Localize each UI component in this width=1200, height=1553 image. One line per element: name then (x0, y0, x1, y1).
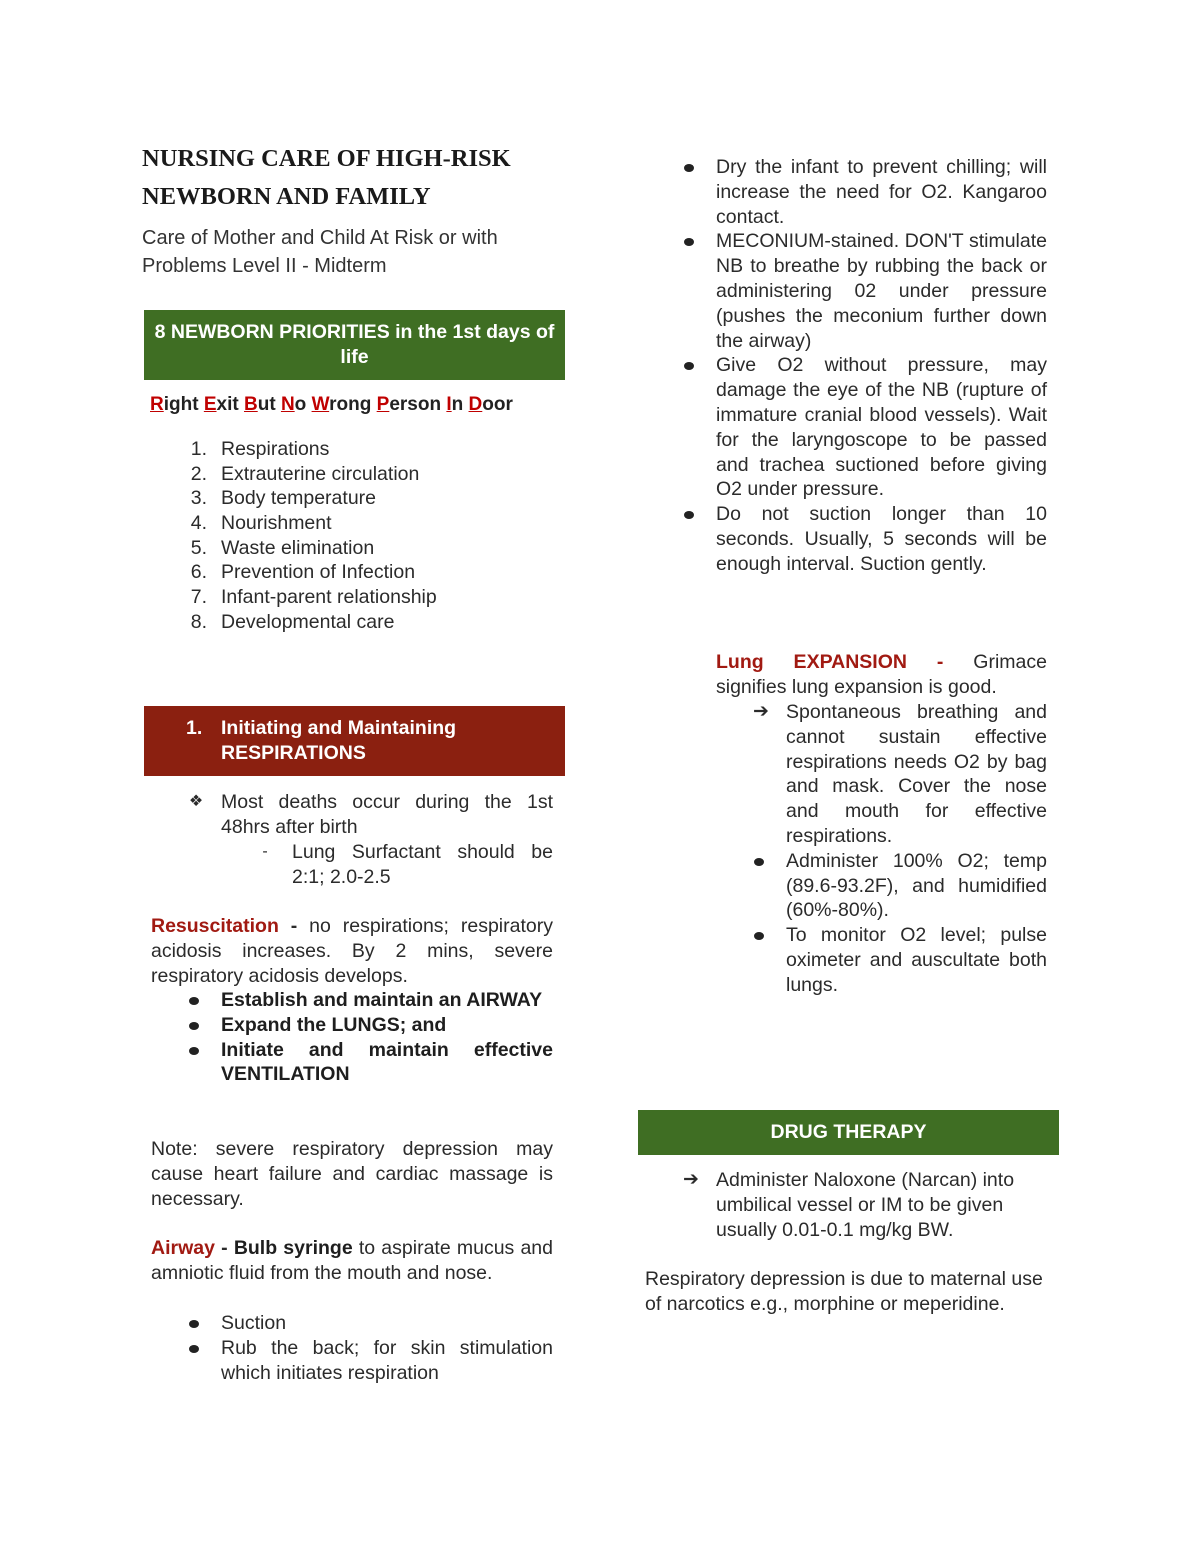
resuscitation-label: Resuscitation (151, 915, 279, 937)
list-item-number: 7. (190, 586, 207, 609)
bullet-dot-icon (189, 1345, 199, 1353)
list-item-text: Expand the LUNGS; and (221, 1013, 447, 1036)
mnemonic-cap-d: D (468, 394, 483, 415)
list-item (185, 486, 565, 511)
list-item (185, 536, 565, 561)
list-item (716, 155, 1047, 229)
arrow-right-icon: ➔ (683, 1169, 699, 1190)
list-item (786, 923, 1047, 997)
lung-expansion-label: Lung EXPANSION (716, 651, 907, 673)
resuscitation-paragraph (151, 914, 553, 988)
drug-note-paragraph: Respiratory depression is due to maternal use of narcotics e.g., morphine or meperidine. (645, 1268, 1043, 1315)
document-title (142, 140, 572, 216)
list-item (221, 1311, 553, 1336)
mnemonic-cap-e: E (203, 394, 217, 415)
mnemonic-rest-e: xit (216, 394, 244, 415)
list-item (221, 1038, 553, 1088)
mnemonic-rest-d: oor (482, 394, 513, 415)
mnemonic-rest-w: rong (329, 394, 377, 415)
note-paragraph: Note: severe respiratory depression may cause heart failure and cardiac massage is necessary. (151, 1138, 553, 1210)
list-item (185, 437, 565, 462)
list-item-text: Initiate and maintain effective VENTILATION (221, 1038, 553, 1086)
resuscitation-bullets (221, 988, 553, 1087)
list-item-text: Do not suction longer than 10 seconds. Usually, 5 seconds will be enough interval. Suction gently. (716, 503, 1047, 575)
list-item-text: Establish and maintain an AIRWAY (221, 989, 543, 1011)
bullet-dot-icon (684, 362, 694, 370)
mnemonic-rest-i: n (451, 394, 469, 415)
mnemonic-rest-b: ut (257, 394, 281, 415)
list-item (185, 560, 565, 585)
bullet-dot-icon (754, 932, 764, 940)
lung-expansion-separator: - (906, 651, 974, 673)
list-item (185, 511, 565, 536)
list-item-text: Infant-parent relationship (221, 586, 437, 609)
bullet-dot-icon (754, 858, 764, 866)
list-item (753, 700, 1047, 849)
list-item-text: Rub the back; for skin stimulation which initiates respiration (221, 1336, 553, 1384)
airway-separator: - (214, 1237, 234, 1259)
bullet-dot-icon (189, 1022, 199, 1030)
bullet-dot-icon (684, 511, 694, 519)
list-item-text: To monitor O2 level; pulse oximeter and auscultate both lungs. (786, 924, 1047, 996)
bullet-dot-icon (684, 164, 694, 172)
list-item-text: MECONIUM-stained. DON'T stimulate NB to breathe by rubbing the back or administering 02 under pressure (pushes the meconium further down the airway) (716, 230, 1047, 352)
bullet-dot-icon (189, 1047, 199, 1055)
list-item-number: 4. (190, 512, 207, 535)
list-item (716, 502, 1047, 576)
right-bullets (716, 155, 1047, 577)
list-item (786, 849, 1047, 923)
list-item-number: 1. (190, 438, 207, 460)
deaths-bullet (188, 790, 553, 840)
airway-bullets (221, 1311, 553, 1385)
deaths-bullet-text: Most deaths occur during the 1st 48hrs after birth (221, 791, 553, 838)
list-item-text: Waste elimination (221, 536, 375, 559)
surfactant-item (262, 840, 553, 890)
list-item-text: Give O2 without pressure, may damage the eye of the NB (rupture of immature cranial blood vessels). Wait for the laryngoscope to be passed and trachea suctioned before giving O2 under pressure. (716, 354, 1047, 501)
list-item-text: Respirations (221, 438, 330, 460)
arrow-right-icon: ➔ (753, 701, 769, 722)
mnemonic-rest-n: o (294, 394, 312, 415)
list-item-number: 8. (190, 610, 207, 633)
list-item-text: Dry the infant to prevent chilling; will increase the need for O2. Kangaroo contact. (716, 156, 1047, 228)
bullet-dot-icon (684, 238, 694, 246)
list-item-number: 2. (190, 462, 207, 485)
priorities-header-box: 8 NEWBORN PRIORITIES in the 1st days of life (144, 310, 565, 380)
list-item (185, 610, 565, 635)
list-item-text: Nourishment (221, 512, 332, 535)
list-item-text: Spontaneous breathing and cannot sustain effective respirations needs O2 by bag and mask. Cover the nose and mouth for effective respirations. (786, 701, 1047, 847)
document-subtitle: Care of Mother and Child At Risk or with Problems Level II - Midterm (142, 227, 498, 277)
mnemonic-cap-r: R (150, 394, 164, 415)
lung-sub-items (753, 700, 1047, 998)
list-item-text: Prevention of Infection (221, 561, 416, 584)
list-item-number: 6. (190, 561, 207, 584)
lung-expansion-paragraph (716, 650, 1047, 700)
list-item (221, 988, 553, 1013)
diamond-bullet-icon: ❖ (188, 793, 204, 810)
list-item-text: Suction (221, 1312, 287, 1334)
mnemonic-cap-w: W (311, 394, 330, 415)
list-item (716, 353, 1047, 502)
mnemonic-line (150, 392, 513, 417)
resuscitation-separator: - (278, 915, 310, 937)
list-item-text: Developmental care (221, 610, 395, 633)
bullet-dot-icon (189, 997, 199, 1005)
drug-therapy-header-box: DRUG THERAPY (638, 1110, 1059, 1155)
respirations-box-number: 1. (186, 717, 203, 739)
drug-arrow-text: Administer Naloxone (Narcan) into umbilical vessel or IM to be given usually 0.01-0.1 mg/kg BW. (716, 1169, 1015, 1241)
mnemonic-rest-r: ight (163, 394, 204, 415)
list-item (185, 462, 565, 487)
respirations-box-text: Initiating and Maintaining RESPIRATIONS (221, 717, 457, 764)
airway-label: Airway (151, 1237, 215, 1259)
mnemonic-cap-i: I (446, 394, 452, 415)
title-line-2: NEWBORN AND FAMILY (142, 183, 431, 210)
title-line-1: NURSING CARE OF HIGH-RISK (142, 145, 511, 172)
list-item (185, 585, 565, 610)
list-item-text: Administer 100% O2; temp (89.6-93.2F), and humidified (60%-80%). (786, 849, 1047, 922)
surfactant-text: Lung Surfactant should be 2:1; 2.0-2.5 (292, 841, 553, 888)
priorities-list (185, 437, 565, 635)
mnemonic-cap-p: P (376, 394, 390, 415)
list-item-text: Body temperature (221, 487, 377, 510)
mnemonic-rest-p: erson (389, 394, 447, 415)
mnemonic-cap-b: B (243, 394, 258, 415)
list-item-number: 3. (190, 487, 207, 510)
mnemonic-cap-n: N (280, 394, 295, 415)
list-item (221, 1336, 553, 1386)
list-item (716, 229, 1047, 353)
airway-paragraph (151, 1236, 553, 1286)
list-item (221, 1013, 553, 1038)
resuscitation-text: no respirations; respiratory acidosis increases. By 2 mins, severe respiratory acidosis develops. (151, 915, 553, 987)
dash-bullet-icon: - (262, 843, 268, 860)
airway-text: to aspirate mucus and amniotic fluid from the mouth and nose. (151, 1237, 553, 1284)
respirations-header-box (144, 706, 565, 776)
list-item-text: Extrauterine circulation (221, 462, 420, 485)
lung-expansion-text: Grimace signifies lung expansion is good. (716, 651, 1047, 698)
list-item-number: 5. (190, 536, 207, 559)
drug-arrow-item (683, 1168, 1047, 1242)
bullet-dot-icon (189, 1320, 199, 1328)
airway-bold: Bulb syringe (233, 1237, 353, 1259)
